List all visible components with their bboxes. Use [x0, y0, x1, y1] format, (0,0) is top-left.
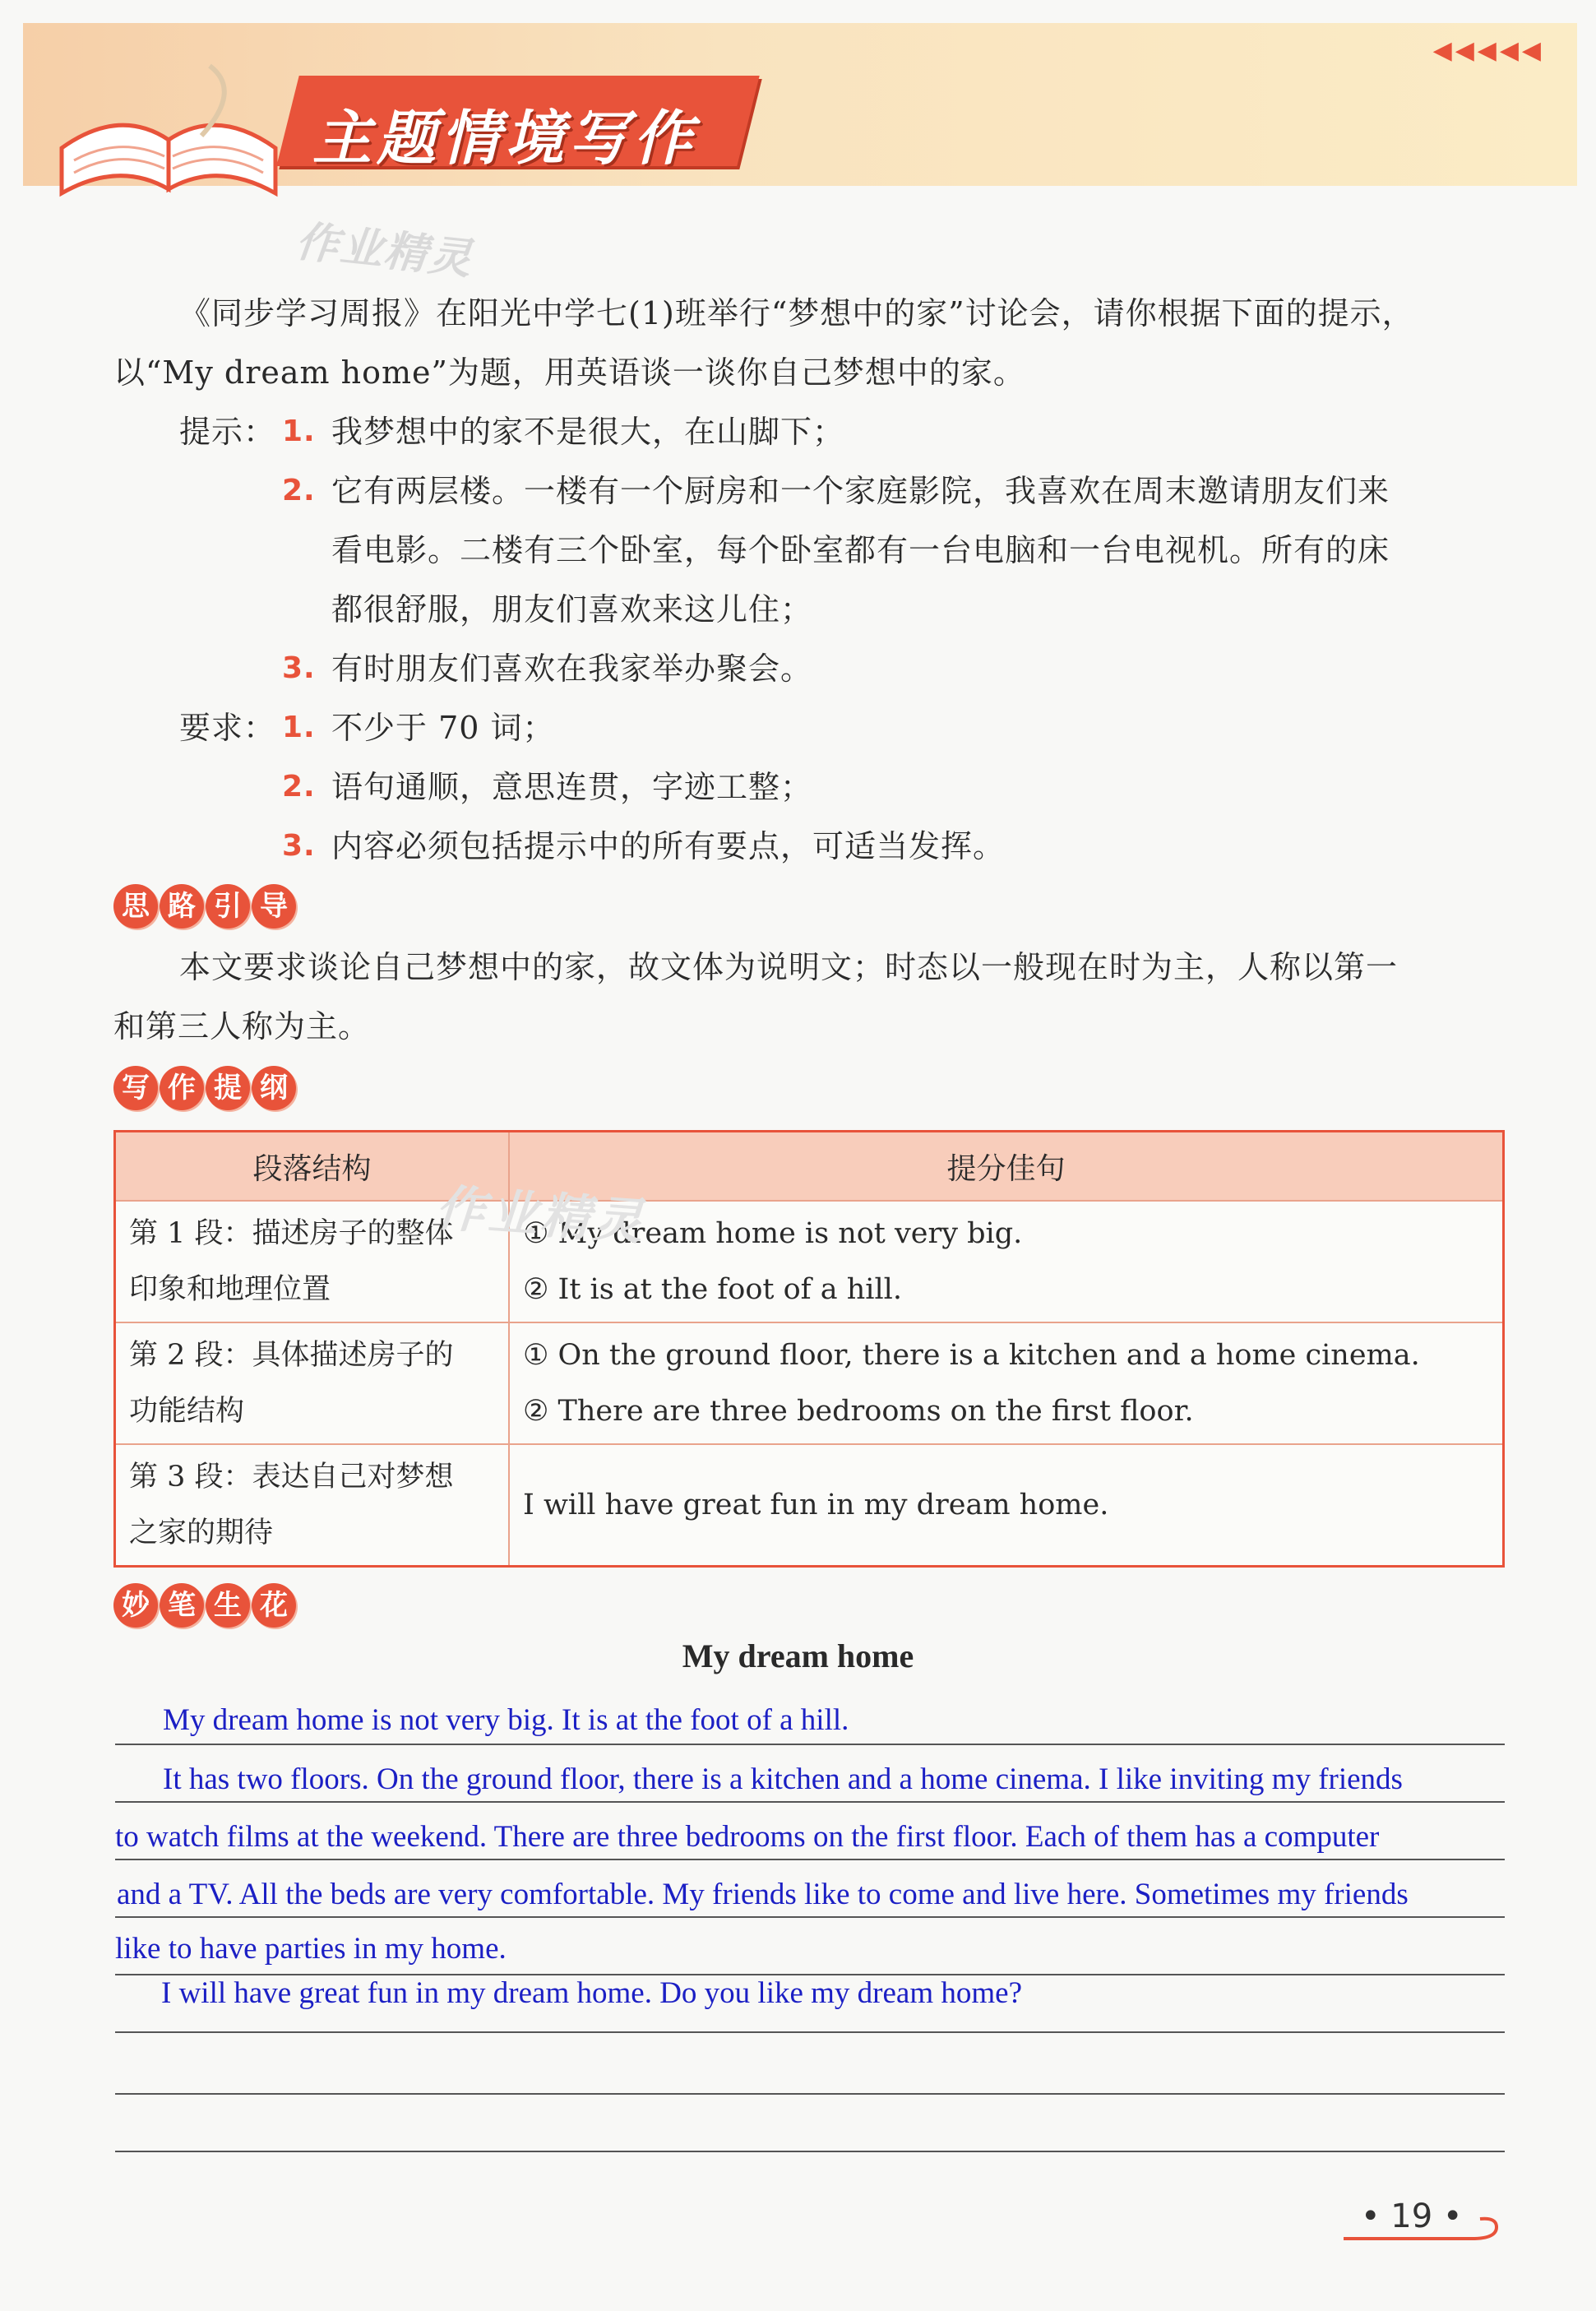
label-char: 路 [160, 884, 204, 929]
section-label-essay [113, 1583, 296, 1633]
req-num-2: 2. [282, 770, 316, 804]
label-char: 导 [252, 884, 296, 929]
watermark: 作业精灵 [433, 1179, 648, 1252]
label-char: 思 [113, 884, 158, 929]
decorative-arrows: ◀◀◀◀◀ [1432, 36, 1544, 65]
hint-text-3: 有时朋友们喜欢在我家举办聚会。 [331, 651, 813, 687]
sentence-cell [509, 1444, 1504, 1566]
structure-cell [115, 1322, 510, 1444]
essay-line: I will have great fun in my dream home. Do you like my dream home? [161, 1976, 1023, 2010]
structure-line: 功能结构 [129, 1395, 245, 1428]
hint-num-2: 2. [282, 474, 316, 507]
sentence-line: ② There are three bedrooms on the first floor. [523, 1395, 1194, 1428]
essay-title: My dream home [682, 1637, 914, 1674]
label-char: 妙 [113, 1583, 158, 1628]
req-text-1: 不少于 70 词； [331, 710, 555, 746]
writing-rule [115, 1801, 1505, 1803]
table-row [115, 1322, 1504, 1444]
table-row [115, 1444, 1504, 1566]
structure-line: 第 1 段：描述房子的整体 [129, 1217, 454, 1250]
essay-line: and a TV. All the beds are very comfortable. My friends like to come and live here. Sometimes my friends [117, 1878, 1409, 1911]
structure-line: 之家的期待 [129, 1516, 274, 1549]
hint-text-2-cont2: 都很舒服，朋友们喜欢来这儿住； [331, 591, 813, 628]
essay-line: My dream home is not very big. It is at the foot of a hill. [163, 1703, 849, 1737]
sentence-line: ① My dream home is not very big. [523, 1217, 1023, 1250]
label-char: 花 [252, 1583, 296, 1628]
writing-rule [115, 2093, 1505, 2095]
label-char: 作 [160, 1066, 204, 1110]
sentence-line: I will have great fun in my dream home. [523, 1488, 1109, 1521]
label-char: 笔 [160, 1583, 204, 1628]
watermark: 作业精灵 [293, 216, 475, 285]
page-title: 主题情境写作 [312, 104, 698, 173]
writing-rule [115, 2151, 1505, 2152]
req-text-3: 内容必须包括提示中的所有要点，可适当发挥。 [331, 828, 1006, 864]
sentence-line: ② It is at the foot of a hill. [523, 1273, 902, 1306]
structure-line: 印象和地理位置 [129, 1273, 331, 1306]
hint-num-1: 1. [282, 414, 316, 448]
structure-line: 第 3 段：表达自己对梦想 [129, 1460, 454, 1494]
table-header-structure: 段落结构 [115, 1132, 510, 1202]
hints-label: 提示： [179, 414, 276, 450]
page-corner-curve-icon [1340, 2211, 1505, 2244]
outline-table [113, 1130, 1505, 1568]
label-char: 提 [206, 1066, 250, 1110]
essay-line: to watch films at the weekend. There are three bedrooms on the first floor. Each of them has a computer [115, 1820, 1380, 1854]
essay-line: like to have parties in my home. [115, 1932, 507, 1966]
label-char: 写 [113, 1066, 158, 1110]
label-char: 纲 [252, 1066, 296, 1110]
guide-line-1: 本文要求谈论自己梦想中的家，故文体为说明文；时态以一般现在时为主，人称以第一 [179, 949, 1399, 985]
label-char: 生 [206, 1583, 250, 1628]
sentence-line: ① On the ground floor, there is a kitchen and a home cinema. [523, 1339, 1420, 1372]
writing-rule [115, 1916, 1505, 1918]
section-label-guide [113, 884, 296, 933]
sentence-cell [509, 1322, 1504, 1444]
table-header-row [115, 1132, 1504, 1202]
hint-text-2-cont1: 看电影。二楼有三个卧室，每个卧室都有一台电脑和一台电视机。所有的床 [331, 532, 1390, 568]
intro-line-1: 《同步学习周报》在阳光中学七(1)班举行“梦想中的家”讨论会，请你根据下面的提示， [179, 295, 1414, 331]
requirements-label: 要求： [179, 710, 276, 746]
writing-rule [115, 1744, 1505, 1745]
req-text-2: 语句通顺，意思连贯，字迹工整； [331, 769, 813, 805]
table-header-sentences: 提分佳句 [509, 1132, 1504, 1202]
req-num-3: 3. [282, 829, 316, 863]
label-char: 引 [206, 884, 250, 929]
intro-line-2: 以“My dream home”为题，用英语谈一谈你自己梦想中的家。 [113, 354, 1025, 391]
writing-rule [115, 1859, 1505, 1860]
structure-cell [115, 1444, 510, 1566]
page-number: • 19 • [1361, 2198, 1463, 2235]
hint-text-2: 它有两层楼。一楼有一个厨房和一个家庭影院，我喜欢在周末邀请朋友们来 [331, 473, 1390, 509]
structure-line: 第 2 段：具体描述房子的 [129, 1339, 454, 1372]
open-book-icon [45, 58, 292, 206]
hint-num-3: 3. [282, 651, 316, 685]
table-row [115, 1201, 1504, 1322]
hint-text-1: 我梦想中的家不是很大，在山脚下； [331, 414, 845, 450]
writing-rule [115, 2031, 1505, 2033]
sentence-cell [509, 1201, 1504, 1322]
req-num-1: 1. [282, 711, 316, 744]
section-label-outline [113, 1066, 296, 1115]
essay-line: It has two floors. On the ground floor, there is a kitchen and a home cinema. I like inviting my friends [163, 1762, 1403, 1796]
guide-line-2: 和第三人称为主。 [113, 1008, 371, 1044]
